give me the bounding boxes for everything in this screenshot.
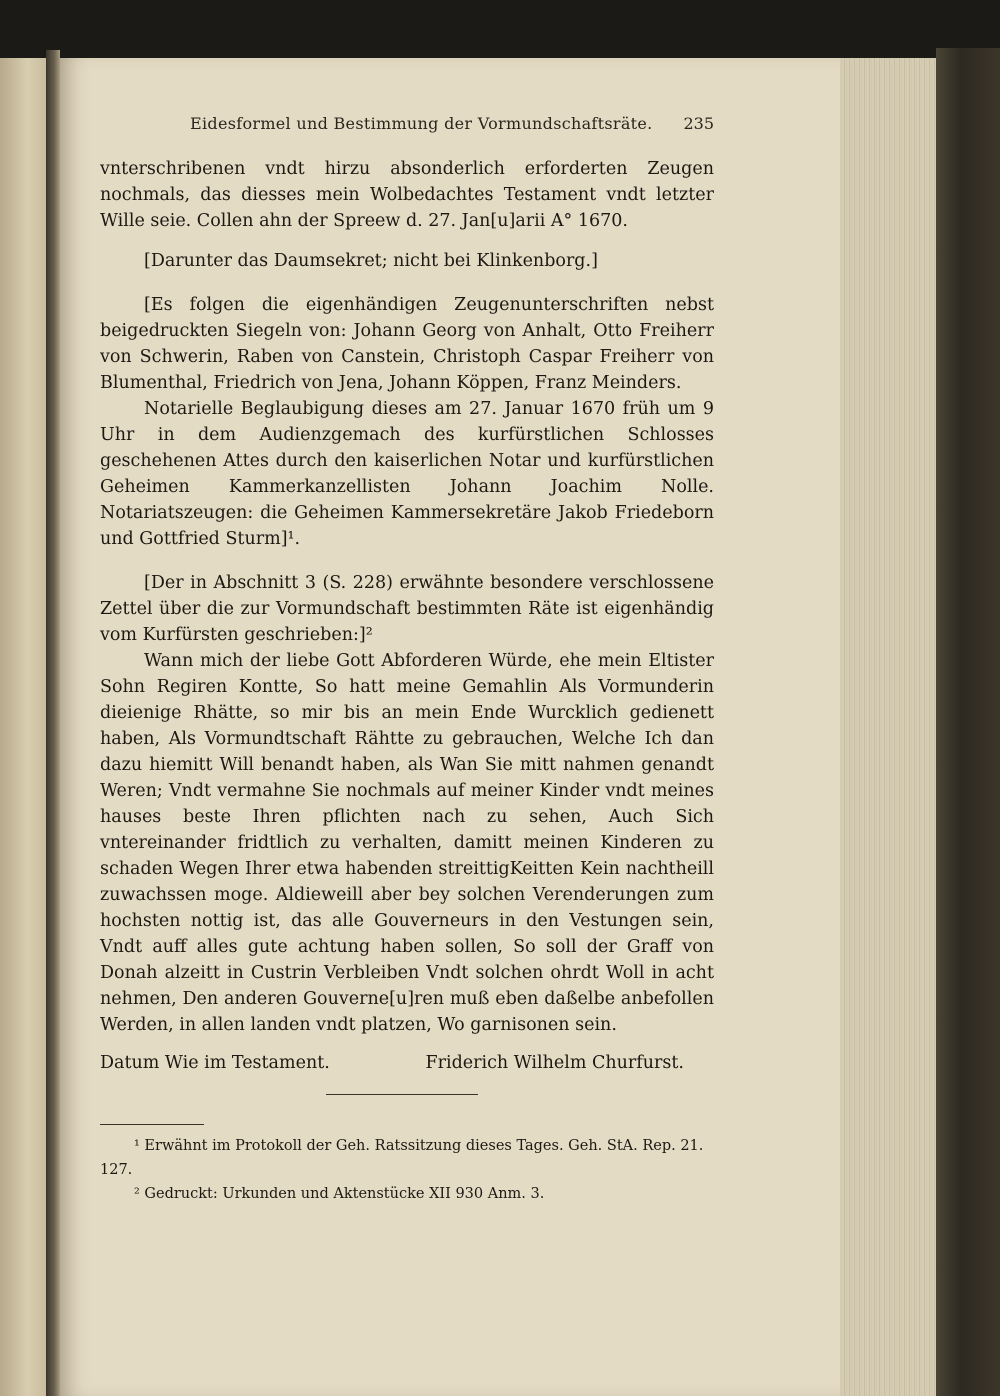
signature: Friderich Wilhelm Churfurst.	[425, 1053, 684, 1073]
footnote-rule	[100, 1124, 204, 1125]
page-header	[100, 114, 714, 140]
footnotes	[100, 1134, 714, 1206]
paragraph: vnterschribenen vndt hirzu absonderlich erforderten Zeugen nochmals, das diesses mein Wolbedachtes Testament vndt letzter Wille seie. Collen ahn der Spreew d. 27. Jan[u]arii A° 1670.	[100, 159, 714, 231]
section-separator	[326, 1094, 478, 1095]
paragraph: Notarielle Beglaubigung dieses am 27. Januar 1670 früh um 9 Uhr in dem Audienzgemach des kurfürstlichen Schlosses geschehenen Attes durch den kaiserlichen Notar und kurfürstlichen Geheimen Kammerkanzellisten Johann Joachim Nolle. Notariatszeugen: die Geheimen Kammersekretäre Jakob Friedeborn und Gottfried Sturm]¹.	[100, 399, 714, 549]
running-head: Eidesformel und Bestimmung der Vormundschaftsräte.	[190, 114, 653, 133]
book-gutter	[46, 50, 60, 1396]
paragraph: [Der in Abschnitt 3 (S. 228) erwähnte besondere verschlossene Zettel über die zur Vormundschaft bestimmten Räte ist eigenhändig vom Kurfürsten geschrieben:]²	[100, 573, 714, 645]
footnote: ² Gedruckt: Urkunden und Aktenstücke XII 930 Anm. 3.	[134, 1186, 545, 1202]
footnote: ¹ Erwähnt im Protokoll der Geh. Ratssitzung dieses Tages. Geh. StA. Rep. 21. 127.	[100, 1138, 704, 1178]
body-text	[100, 156, 714, 1076]
paragraph: [Es folgen die eigenhändigen Zeugenunterschriften nebst beigedruckten Siegeln von: Johann Georg von Anhalt, Otto Freiherr von Schwerin, Raben von Canstein, Christoph Caspar Freiherr von Blumenthal, Friedrich von Jena, Johann Köppen, Franz Meinders.	[100, 295, 714, 393]
page-stack-edge	[840, 58, 936, 1396]
paragraph: Wann mich der liebe Gott Abforderen Würde, ehe mein Eltister Sohn Regiren Kontte, So hatt meine Gemahlin Als Vormunderin dieienige Rhätte, so mir bis an mein Ende Wurcklich gedienett haben, Als Vormundtschaft Rähtte zu gebrauchen, Welche Ich dan dazu hiemitt Will benandt haben, als Wan Sie mitt nahmen genandt Weren; Vndt vermahne Sie nochmals auf meiner Kinder vndt meines hauses beste Ihren pflichten nach zu sehen, Auch Sich vntereinander fridtlich zu verhalten, damitt meinen Kinderen zu schaden Wegen Ihrer etwa habenden streittigKeitten Kein nachtheill zuwachssen moge. Aldieweill aber bey solchen Verenderungen zum hochsten nottig ist, das alle Gouverneurs in den Vestungen sein, Vndt auff alles gute achtung haben sollen, So soll der Graff von Donah alzeitt in Custrin Verbleiben Vndt solchen ohrdt Woll in acht nehmen, Den anderen Gouverne[u]ren muß eben daßelbe anbefollen Werden, in allen landen vndt platzen, Wo garnisonen sein.	[100, 651, 714, 1035]
page-number: 235	[683, 114, 714, 133]
paragraph: [Darunter das Daumsekret; nicht bei Klinkenborg.]	[144, 251, 598, 271]
closing-block	[100, 1038, 714, 1076]
left-page-edge	[0, 58, 46, 1396]
book-cover	[936, 48, 1000, 1396]
datum-line: Datum Wie im Testament.	[100, 1053, 330, 1073]
